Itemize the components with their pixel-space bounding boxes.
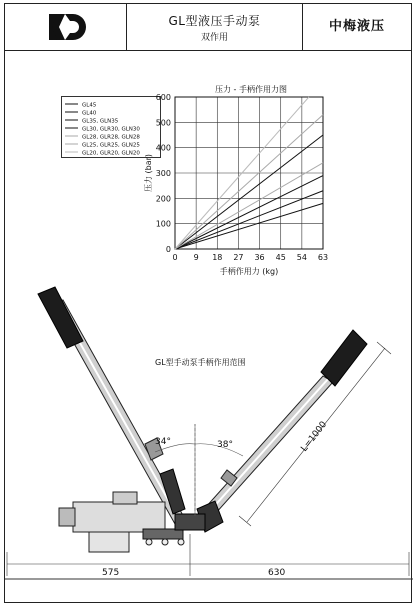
x-tick-label: 9 xyxy=(193,253,199,262)
legend-label: GL40 xyxy=(82,110,97,117)
page-title: GL型液压手动泵 xyxy=(168,14,261,28)
x-axis-label: 手柄作用力 (kg) xyxy=(219,267,279,276)
y-axis-label: 压力 (bar) xyxy=(144,153,153,193)
y-tick-label: 400 xyxy=(155,143,171,153)
legend-label: GL20, GLR20, GLN20 xyxy=(82,150,140,157)
length-label: L=1000 xyxy=(299,419,330,454)
x-tick-label: 63 xyxy=(317,253,329,262)
y-tick-label: 200 xyxy=(155,194,171,204)
page-subtitle: 双作用 xyxy=(200,33,228,43)
dim-right-label: 630 xyxy=(268,568,286,578)
left-handle xyxy=(38,287,185,524)
right-grip xyxy=(321,330,367,386)
legend-label: GL28, GLR28, GLN28 xyxy=(82,134,140,141)
chart-title: 压力 - 手柄作用力图 xyxy=(215,85,287,94)
y-tick-label: 300 xyxy=(155,169,171,178)
angle-right-label: 38° xyxy=(217,440,233,450)
legend-label: GL25, GLR25, GLN25 xyxy=(82,142,140,149)
angle-left-label: 34° xyxy=(155,437,171,447)
x-tick-label: 54 xyxy=(296,253,307,262)
legend-label: GL35, GLN35 xyxy=(82,118,119,125)
x-tick-label: 0 xyxy=(172,253,178,262)
legend-label: GL45 xyxy=(82,102,97,109)
brand-name: 中梅液压 xyxy=(328,19,385,34)
left-grip xyxy=(38,287,83,348)
y-tick-label: 100 xyxy=(155,219,171,229)
datasheet-page xyxy=(4,3,412,603)
legend-label: GL30, GLR30, GLN30 xyxy=(82,126,140,133)
x-tick-label: 36 xyxy=(254,253,265,262)
y-tick-label: 500 xyxy=(155,118,171,128)
width-dimension xyxy=(5,534,413,579)
x-tick-label: 45 xyxy=(275,253,286,262)
pump-handle-drawing xyxy=(5,4,413,604)
y-tick-label: 0 xyxy=(165,245,171,254)
x-tick-label: 27 xyxy=(233,253,244,262)
x-tick-label: 18 xyxy=(212,253,223,262)
y-tick-label: 600 xyxy=(155,93,171,102)
dim-left-label: 575 xyxy=(102,568,120,578)
drawing-caption: GL型手动泵手柄作用范围 xyxy=(155,358,246,367)
